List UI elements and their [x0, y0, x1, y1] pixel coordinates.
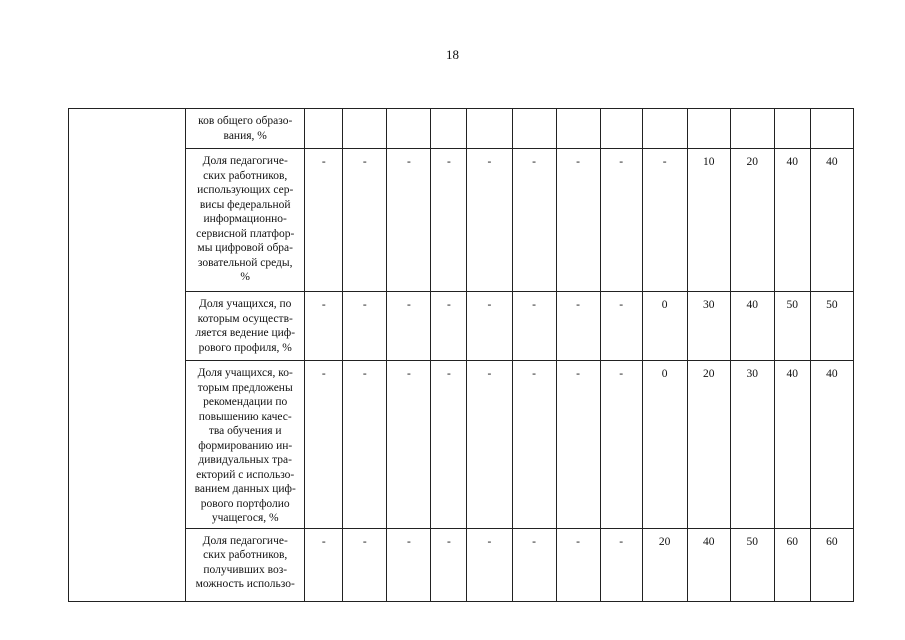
value-cell: - [600, 149, 642, 292]
value-cell: - [556, 361, 600, 529]
value-cell: - [467, 528, 512, 601]
value-cell: 20 [642, 528, 687, 601]
table-row [69, 109, 854, 149]
value-cell [642, 109, 687, 149]
first-column-cell [69, 109, 186, 602]
value-cell [512, 109, 556, 149]
value-cell: - [305, 528, 343, 601]
value-cell: 60 [810, 528, 853, 601]
value-cell: - [600, 361, 642, 529]
table-body [69, 109, 854, 602]
value-cell: - [431, 292, 467, 361]
indicator-cell: Доля учащихся, ко- торым предложены рекомендации по повышению качес- тва обучения и формированию ин- дивидуальных тра- екторий с использо- ванием данных циф- рового портфолио учащегося, % [186, 361, 305, 529]
value-cell: - [431, 149, 467, 292]
value-cell: - [343, 528, 387, 601]
indicator-cell: Доля педагогиче- ских работников, получивших воз- можность использо- [186, 528, 305, 601]
indicator-cell: Доля педагогиче- ских работников, использующих сер- висы федеральной информационно- сервисной платфор- мы цифровой обра- зовательной среды, % [186, 149, 305, 292]
value-cell: - [512, 149, 556, 292]
value-cell: 40 [810, 361, 853, 529]
value-cell: - [305, 292, 343, 361]
value-cell [387, 109, 431, 149]
value-cell: - [305, 149, 343, 292]
value-cell: 40 [774, 149, 810, 292]
value-cell [467, 109, 512, 149]
indicator-cell: ков общего образо- вания, % [186, 109, 305, 149]
value-cell: - [600, 292, 642, 361]
value-cell [556, 109, 600, 149]
value-cell: - [387, 361, 431, 529]
value-cell: 50 [810, 292, 853, 361]
value-cell: 50 [730, 528, 774, 601]
table-row [69, 149, 854, 292]
value-cell: 40 [774, 361, 810, 529]
value-cell [810, 109, 853, 149]
table-row [69, 292, 854, 361]
value-cell [774, 109, 810, 149]
value-cell: - [305, 361, 343, 529]
value-cell: - [467, 292, 512, 361]
value-cell: - [556, 149, 600, 292]
value-cell: - [387, 292, 431, 361]
value-cell: 60 [774, 528, 810, 601]
value-cell: 40 [810, 149, 853, 292]
table-row [69, 361, 854, 529]
value-cell: 20 [687, 361, 730, 529]
data-table [68, 108, 854, 602]
value-cell: - [387, 149, 431, 292]
value-cell: 0 [642, 292, 687, 361]
value-cell: - [512, 528, 556, 601]
indicator-cell: Доля учащихся, по которым осуществ- ляется ведение циф- рового профиля, % [186, 292, 305, 361]
value-cell [600, 109, 642, 149]
page-number: 18 [446, 47, 459, 62]
value-cell: - [512, 292, 556, 361]
value-cell [343, 109, 387, 149]
value-cell: - [431, 528, 467, 601]
value-cell: - [343, 292, 387, 361]
value-cell: 10 [687, 149, 730, 292]
value-cell: 40 [730, 292, 774, 361]
value-cell: 30 [687, 292, 730, 361]
value-cell: - [556, 528, 600, 601]
value-cell [730, 109, 774, 149]
value-cell [431, 109, 467, 149]
value-cell: 30 [730, 361, 774, 529]
value-cell: - [556, 292, 600, 361]
value-cell: - [343, 361, 387, 529]
table-row [69, 528, 854, 601]
value-cell: - [600, 528, 642, 601]
value-cell: - [512, 361, 556, 529]
value-cell: - [343, 149, 387, 292]
value-cell: 0 [642, 361, 687, 529]
value-cell: - [431, 361, 467, 529]
value-cell [305, 109, 343, 149]
value-cell: - [467, 361, 512, 529]
value-cell: - [387, 528, 431, 601]
value-cell [687, 109, 730, 149]
value-cell: 40 [687, 528, 730, 601]
value-cell: 20 [730, 149, 774, 292]
value-cell: - [642, 149, 687, 292]
value-cell: - [467, 149, 512, 292]
value-cell: 50 [774, 292, 810, 361]
